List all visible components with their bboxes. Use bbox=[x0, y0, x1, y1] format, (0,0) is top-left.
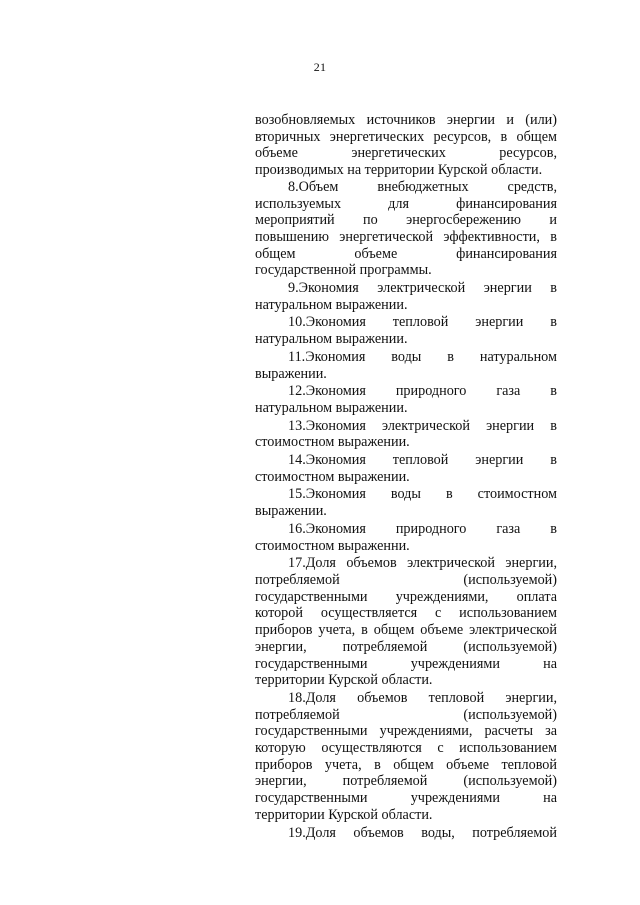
paragraph-line: повышению энергетической эффективности, в bbox=[255, 228, 557, 245]
indicator-heading-line: 10.Экономия тепловой энергии в bbox=[288, 314, 557, 331]
indicator-heading-line: 17.Доля объемов электрической энергии, bbox=[288, 555, 557, 572]
paragraph-line: используемых для финансирования bbox=[255, 195, 557, 212]
paragraph-line: стоимостном выражении. bbox=[255, 468, 410, 485]
indicator-item bbox=[255, 825, 557, 842]
paragraph-line: государственными учреждениями на bbox=[255, 790, 557, 807]
paragraph-line: потребляемой (используемой) bbox=[255, 706, 557, 723]
indicator-item bbox=[255, 690, 557, 824]
indicator-heading-line: 13.Экономия электрической энергии в bbox=[288, 417, 557, 434]
paragraph-line: вторичных энергетических ресурсов, в общем bbox=[255, 128, 557, 145]
indicator-item bbox=[255, 452, 557, 485]
paragraph-line: государственными учреждениями на bbox=[255, 655, 557, 672]
indicator-item bbox=[255, 314, 557, 347]
paragraph-line: натуральном выражении. bbox=[255, 331, 408, 348]
indicator-heading-line: 12.Экономия природного газа в bbox=[288, 383, 557, 400]
indicator-item bbox=[255, 349, 557, 382]
indicator-heading-line: 15.Экономия воды в стоимостном bbox=[288, 486, 557, 503]
indicator-list bbox=[255, 179, 557, 841]
paragraph-line: приборов учета, в общем объеме электрической bbox=[255, 622, 557, 639]
paragraph-line: производимых на территории Курской области. bbox=[255, 162, 543, 179]
indicator-item bbox=[255, 418, 557, 451]
paragraph-line: государственной программы. bbox=[255, 262, 432, 279]
paragraph-line: потребляемой (используемой) bbox=[255, 571, 557, 588]
paragraph-line: стоимостном выражении. bbox=[255, 434, 410, 451]
indicator-item bbox=[255, 521, 557, 554]
paragraph-line: стоимостном выраженни. bbox=[255, 537, 410, 554]
indicator-heading-line: 8.Объем внебюджетных средств, bbox=[288, 178, 557, 195]
paragraph-line: мероприятий по энергосбережению и bbox=[255, 212, 557, 229]
paragraph-line: государственными учреждениями, расчеты за bbox=[255, 723, 557, 740]
paragraph-line: натуральном выражении. bbox=[255, 399, 408, 416]
indicator-item bbox=[255, 179, 557, 279]
indicator-heading-line: 11.Экономия воды в натуральном bbox=[288, 348, 557, 365]
paragraph-line: возобновляемых источников энергии и (или) bbox=[255, 112, 557, 128]
paragraph-line: выражении. bbox=[255, 503, 327, 520]
indicator-heading-line: 14.Экономия тепловой энергии в bbox=[288, 452, 557, 469]
indicator-item bbox=[255, 383, 557, 416]
paragraph-line: территории Курской области. bbox=[255, 806, 433, 823]
paragraph-line: общем объеме финансирования bbox=[255, 245, 557, 262]
document-body bbox=[255, 112, 557, 841]
indicator-heading-line: 9.Экономия электрической энергии в bbox=[288, 280, 557, 297]
indicator-heading-line: 19.Доля объемов воды, потребляемой bbox=[288, 824, 557, 841]
paragraph-line: энергии, потребляемой (используемой) bbox=[255, 638, 557, 655]
paragraph-line: энергии, потребляемой (используемой) bbox=[255, 773, 557, 790]
paragraph-line: приборов учета, в общем объеме тепловой bbox=[255, 756, 557, 773]
continuation-paragraph bbox=[255, 112, 557, 179]
paragraph-line: территории Курской области. bbox=[255, 672, 433, 689]
page-number: 21 bbox=[313, 60, 327, 74]
paragraph-line: которой осуществляется с использованием bbox=[255, 605, 557, 622]
indicator-item bbox=[255, 486, 557, 519]
indicator-heading-line: 16.Экономия природного газа в bbox=[288, 520, 557, 537]
paragraph-line: объеме энергетических ресурсов, bbox=[255, 145, 557, 162]
indicator-heading-line: 18.Доля объемов тепловой энергии, bbox=[288, 689, 557, 706]
paragraph-line: выражении. bbox=[255, 365, 327, 382]
paragraph-line: государственными учреждениями, оплата bbox=[255, 588, 557, 605]
indicator-item bbox=[255, 280, 557, 313]
paragraph-line: которую осуществляются с использованием bbox=[255, 740, 557, 757]
paragraph-line: натуральном выражении. bbox=[255, 296, 408, 313]
indicator-item bbox=[255, 555, 557, 689]
